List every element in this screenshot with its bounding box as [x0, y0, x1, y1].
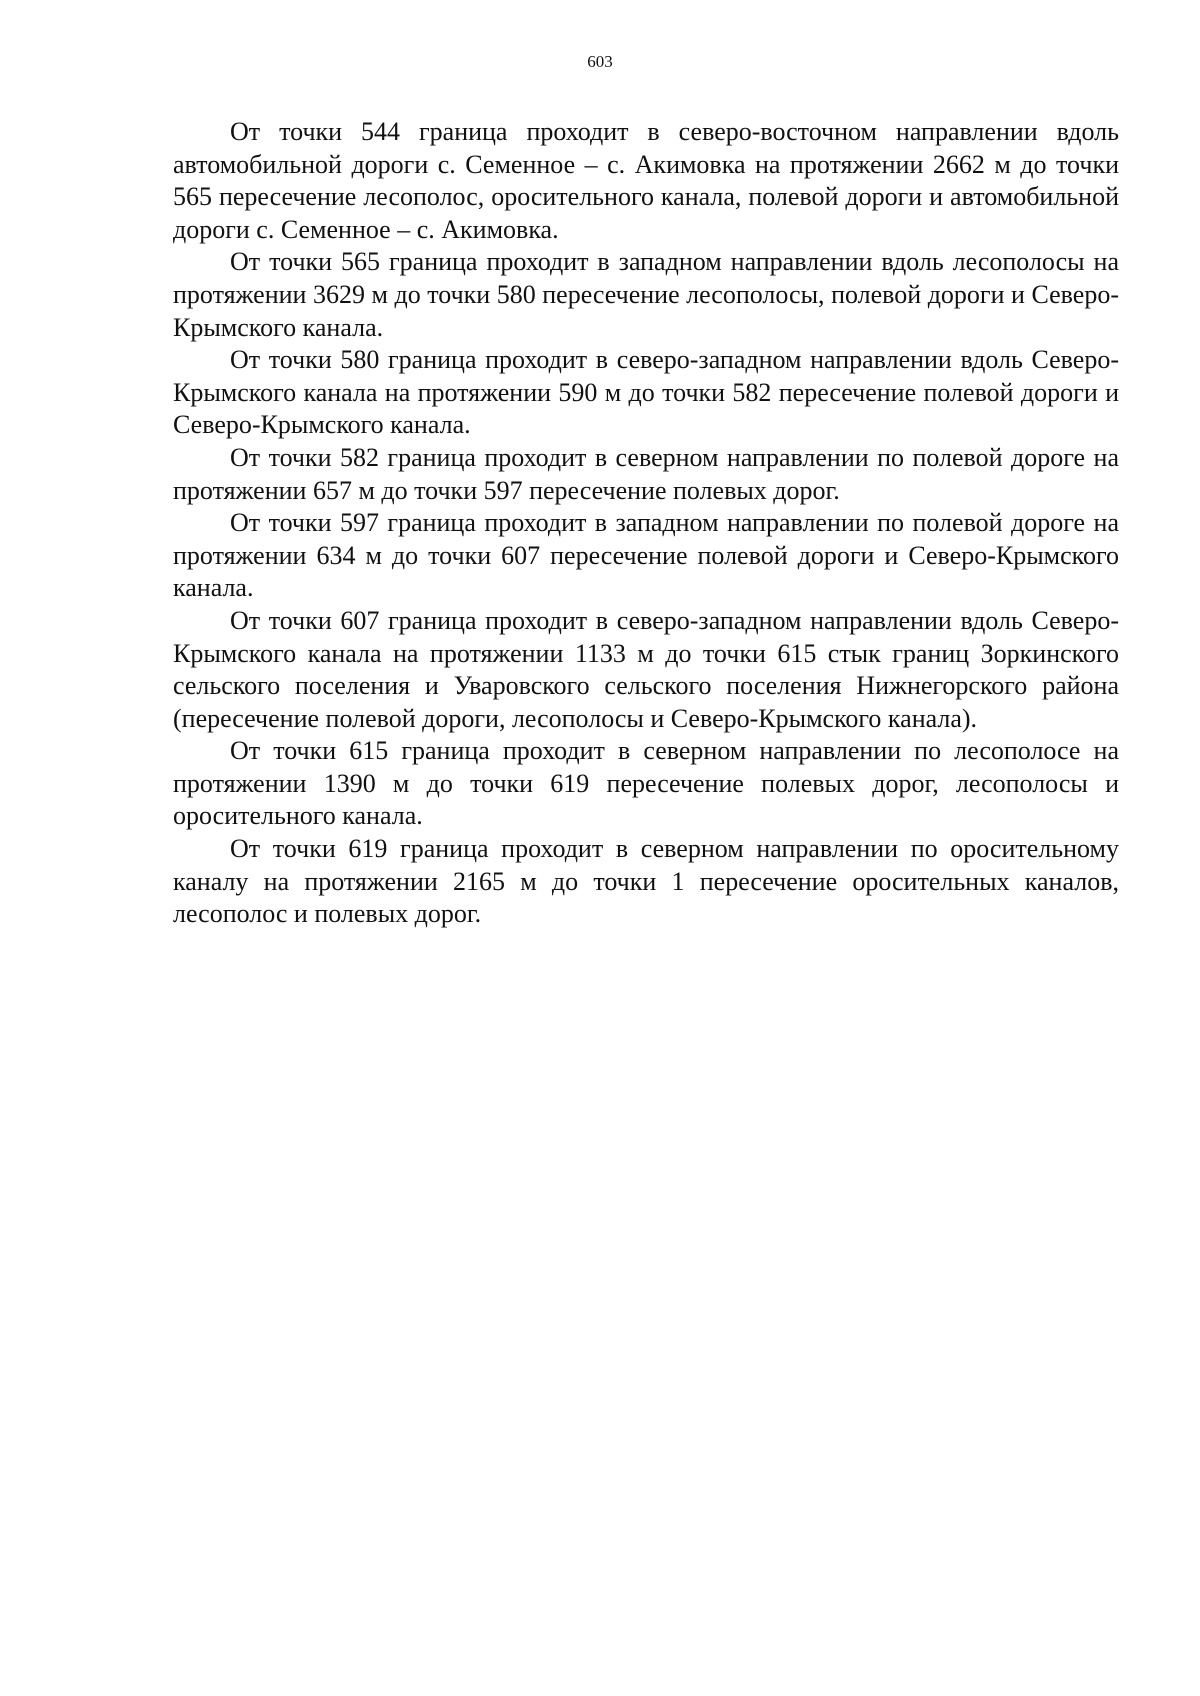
paragraph: От точки 615 граница проходит в северном направлении по лесополосе на протяжении 1390 м до точки 619 пересечение полевых дорог, лесополосы и оросительного канала. — [173, 736, 1119, 831]
paragraph: От точки 544 граница проходит в северо-восточном направлении вдоль автомобильной дороги с. Семенное – с. Акимовка на протяжении 2662 м до точки 565 пересечение лесополос, оросительного канала, полевой дороги и автомобильной дороги с. Семенное – с. Акимовка. — [173, 117, 1119, 244]
paragraph: От точки 597 граница проходит в западном направлении по полевой дороге на протяжении 634 м до точки 607 пересечение полевой дороги и Северо-Крымского канала. — [173, 508, 1119, 603]
paragraph: От точки 580 граница проходит в северо-западном направлении вдоль Северо-Крымского канала на протяжении 590 м до точки 582 пересечение полевой дороги и Северо-Крымского канала. — [173, 345, 1119, 440]
paragraph: От точки 619 граница проходит в северном направлении по оросительному каналу на протяжении 2165 м до точки 1 пересечение оросительных каналов, лесополос и полевых дорог. — [173, 834, 1119, 929]
paragraph: От точки 582 граница проходит в северном направлении по полевой дороге на протяжении 657 м до точки 597 пересечение полевых дорог. — [173, 442, 1119, 505]
page-number: 603 — [587, 52, 613, 71]
document-body — [173, 116, 1119, 931]
paragraph: От точки 607 граница проходит в северо-западном направлении вдоль Северо-Крымского канала на протяжении 1133 м до точки 615 стык границ Зоркинского сельского поселения и Уваровского сельского поселения Нижнегорского района (пересечение полевой дороги, лесополосы и Северо-Крымского канала). — [173, 605, 1119, 733]
paragraph: От точки 565 граница проходит в западном направлении вдоль лесополосы на протяжении 3629 м до точки 580 пересечение лесополосы, полевой дороги и Северо-Крымского канала. — [173, 247, 1119, 342]
